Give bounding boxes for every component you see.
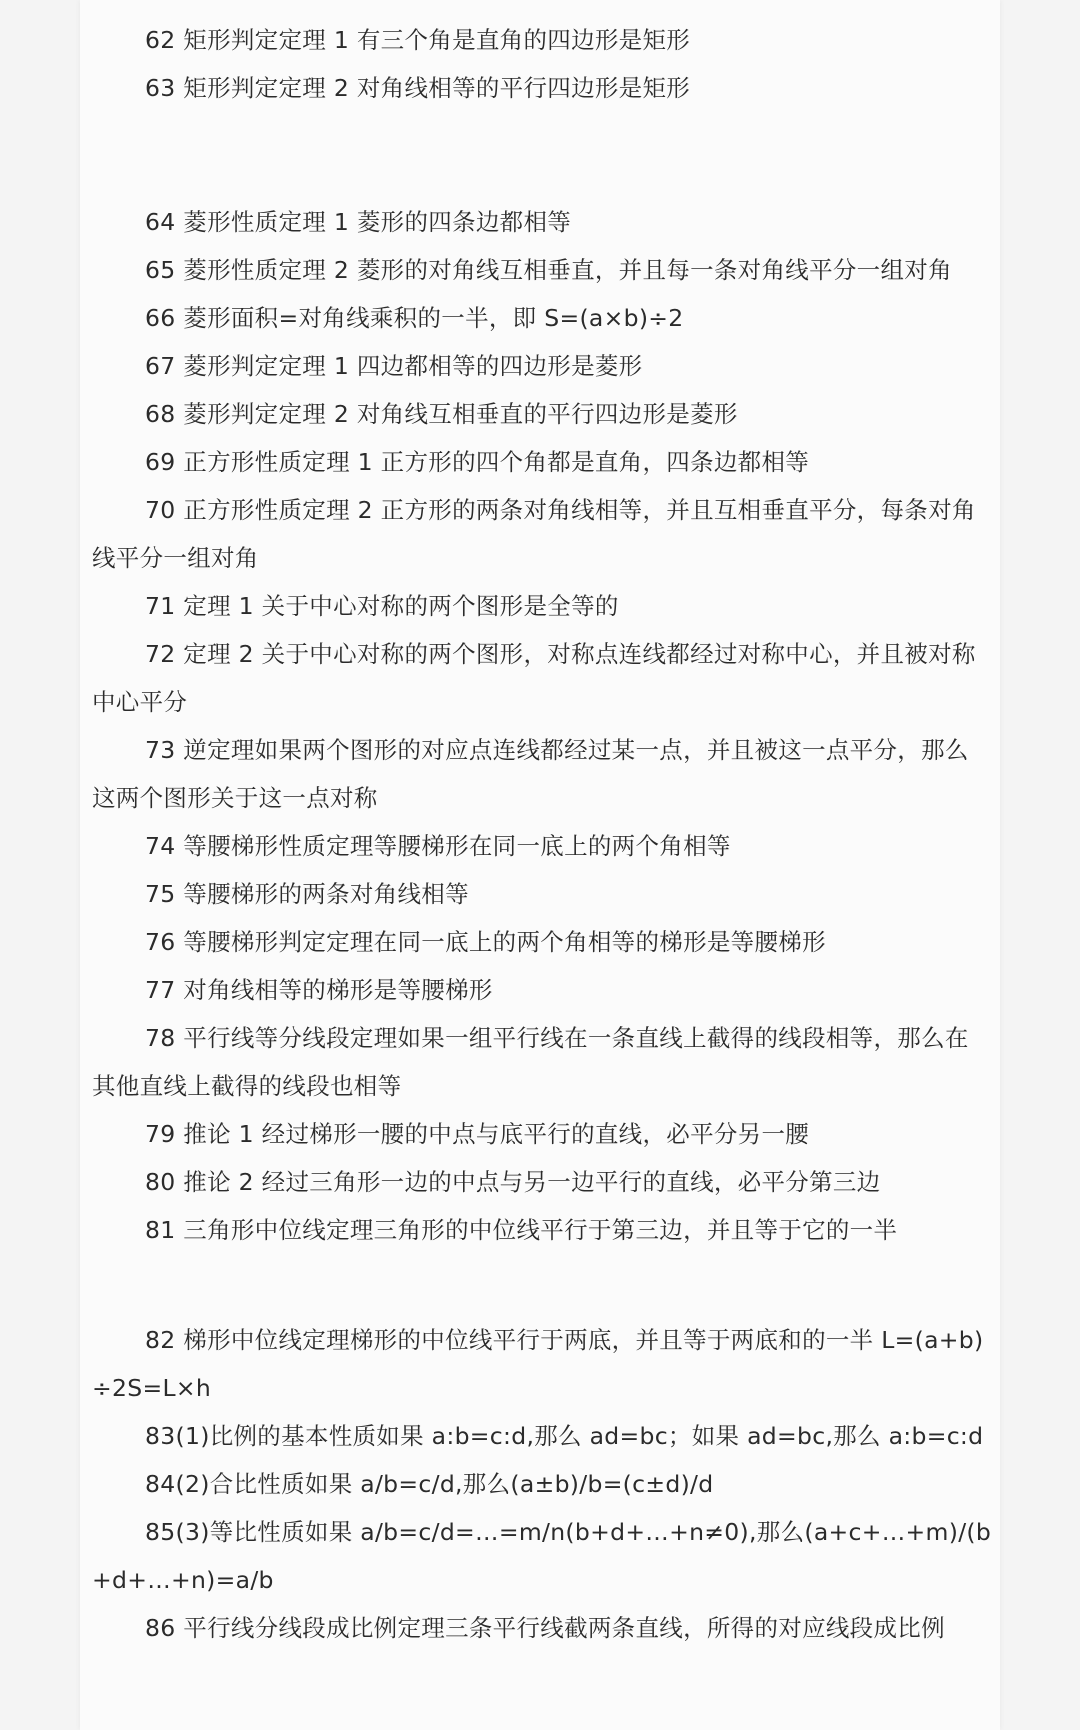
theorem-68: 68 菱形判定定理 2 对角线互相垂直的平行四边形是菱形	[145, 400, 738, 428]
section-gap	[92, 1254, 992, 1316]
theorem-85: 85(3)等比性质如果 a/b=c/d=…=m/n(b+d+…+n≠0),那么(a+c+…+m)/(b+d+…+n)=a/b	[92, 1518, 992, 1594]
theorem-64: 64 菱形性质定理 1 菱形的四条边都相等	[145, 208, 572, 236]
theorem-66: 66 菱形面积=对角线乘积的一半，即 S=(a×b)÷2	[145, 304, 684, 332]
theorem-74: 74 等腰梯形性质定理等腰梯形在同一底上的两个角相等	[145, 832, 731, 860]
theorem-75: 75 等腰梯形的两条对角线相等	[145, 880, 469, 908]
theorem-62: 62 矩形判定定理 1 有三个角是直角的四边形是矩形	[145, 26, 691, 54]
theorem-81: 81 三角形中位线定理三角形的中位线平行于第三边，并且等于它的一半	[145, 1216, 898, 1244]
theorem-84: 84(2)合比性质如果 a/b=c/d,那么(a±b)/b=(c±d)/d	[145, 1470, 714, 1498]
theorem-72: 72 定理 2 关于中心对称的两个图形，对称点连线都经过对称中心，并且被对称中心平分	[92, 640, 976, 716]
theorem-76: 76 等腰梯形判定定理在同一底上的两个角相等的梯形是等腰梯形	[145, 928, 826, 956]
theorem-73: 73 逆定理如果两个图形的对应点连线都经过某一点，并且被这一点平分，那么这两个图形关于这一点对称	[92, 736, 969, 812]
theorem-77: 77 对角线相等的梯形是等腰梯形	[145, 976, 493, 1004]
theorem-67: 67 菱形判定定理 1 四边都相等的四边形是菱形	[145, 352, 643, 380]
theorem-83: 83(1)比例的基本性质如果 a:b=c:d,那么 ad=bc；如果 ad=bc,那么 a:b=c:d	[145, 1422, 984, 1450]
theorem-78: 78 平行线等分线段定理如果一组平行线在一条直线上截得的线段相等，那么在其他直线上截得的线段也相等	[92, 1024, 969, 1100]
theorem-65: 65 菱形性质定理 2 菱形的对角线互相垂直，并且每一条对角线平分一组对角	[145, 256, 952, 284]
theorem-86: 86 平行线分线段成比例定理三条平行线截两条直线，所得的对应线段成比例	[145, 1614, 945, 1642]
theorem-79: 79 推论 1 经过梯形一腰的中点与底平行的直线，必平分另一腰	[145, 1120, 810, 1148]
theorem-list	[92, 16, 992, 1652]
theorem-63: 63 矩形判定定理 2 对角线相等的平行四边形是矩形	[145, 74, 691, 102]
theorem-70: 70 正方形性质定理 2 正方形的两条对角线相等，并且互相垂直平分，每条对角线平分一组对角	[92, 496, 976, 572]
theorem-80: 80 推论 2 经过三角形一边的中点与另一边平行的直线，必平分第三边	[145, 1168, 881, 1196]
section-gap	[92, 112, 992, 198]
theorem-82: 82 梯形中位线定理梯形的中位线平行于两底，并且等于两底和的一半 L=(a+b)÷2S=L×h	[92, 1326, 984, 1402]
theorem-69: 69 正方形性质定理 1 正方形的四个角都是直角，四条边都相等	[145, 448, 810, 476]
theorem-71: 71 定理 1 关于中心对称的两个图形是全等的	[145, 592, 619, 620]
